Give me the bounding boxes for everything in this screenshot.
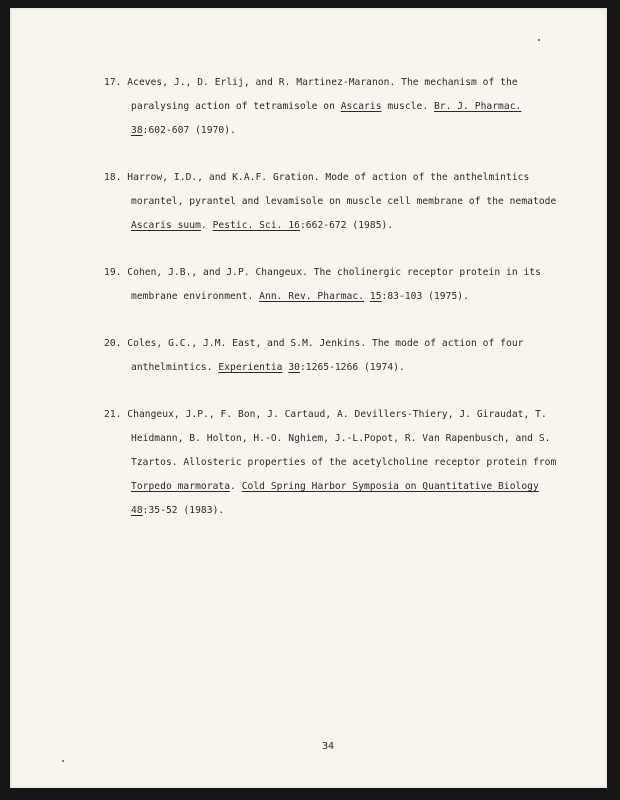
scan-speck <box>62 760 64 762</box>
reference-line <box>10 214 607 238</box>
reference-line <box>10 451 607 475</box>
reference-20 <box>10 332 607 380</box>
reference-text: 18. Harrow, I.D., and K.A.F. Gration. Mode of action of the anthelmintics <box>104 172 530 183</box>
reference-text: paralysing action of tetramisole on <box>131 101 341 112</box>
reference-line <box>10 261 607 285</box>
underlined-text: Ascaris suum <box>131 220 201 231</box>
reference-line <box>10 332 607 356</box>
underlined-text: 30 <box>288 362 300 373</box>
reference-21 <box>10 403 607 523</box>
reference-18 <box>10 166 607 238</box>
page-number: 34 <box>322 741 335 752</box>
reference-text: morantel, pyrantel and levamisole on muscle cell membrane of the nematode <box>131 196 557 207</box>
underlined-text: Experientia <box>218 362 283 373</box>
underlined-text: 48 <box>131 505 143 516</box>
reference-text: . <box>230 481 242 492</box>
reference-text: :662-672 (1985). <box>299 220 394 231</box>
underlined-text: Br. J. Pharmac. <box>433 101 522 112</box>
reference-list <box>10 71 607 546</box>
reference-line <box>10 119 607 143</box>
reference-text: 19. Cohen, J.B., and J.P. Changeux. The cholinergic receptor protein in its <box>104 267 541 278</box>
reference-text: Heidmann, B. Holton, H.-O. Nghiem, J.-L.Popot, R. Van Rapenbusch, and S. <box>131 433 551 444</box>
underlined-text: Torpedo marmorata <box>131 481 231 492</box>
underlined-text: 15 <box>369 291 382 302</box>
reference-line <box>10 356 607 380</box>
underlined-text: Ascaris <box>340 101 382 112</box>
reference-line <box>10 190 607 214</box>
reference-text: :1265-1266 (1974). <box>299 362 405 373</box>
reference-line <box>10 166 607 190</box>
reference-line <box>10 95 607 119</box>
reference-text: muscle. <box>381 101 434 112</box>
underlined-text: Ann. Rev. Pharmac. <box>259 291 365 302</box>
scan-speck <box>538 39 540 41</box>
reference-text: :602-607 (1970). <box>142 125 236 136</box>
reference-text: 20. Coles, G.C., J.M. East, and S.M. Jenkins. The mode of action of four <box>104 338 524 349</box>
underlined-text: Cold Spring Harbor Symposia on Quantitative Biology <box>241 481 539 492</box>
reference-line <box>10 403 607 427</box>
underlined-text: 38 <box>131 125 143 136</box>
reference-text: :83-103 (1975). <box>381 291 469 302</box>
reference-line <box>10 475 607 499</box>
reference-line <box>10 285 607 309</box>
reference-line <box>10 427 607 451</box>
reference-text: Tzartos. Allosteric properties of the acetylcholine receptor protein from <box>131 457 557 468</box>
document-page <box>10 8 607 788</box>
reference-line <box>10 71 607 95</box>
underlined-text: Pestic. Sci. 16 <box>212 220 300 231</box>
reference-text: 17. Aceves, J., D. Erlij, and R. Martinez-Maranon. The mechanism of the <box>104 77 518 88</box>
reference-text: 21. Changeux, J.P., F. Bon, J. Cartaud, A. Devillers-Thiery, J. Giraudat, T. <box>104 409 547 420</box>
reference-17 <box>10 71 607 143</box>
reference-text: . <box>200 220 213 231</box>
reference-19 <box>10 261 607 309</box>
reference-text: membrane environment. <box>131 291 260 302</box>
reference-text: :35-52 (1983). <box>142 505 225 516</box>
reference-text: anthelmintics. <box>131 362 219 373</box>
reference-line <box>10 499 607 523</box>
